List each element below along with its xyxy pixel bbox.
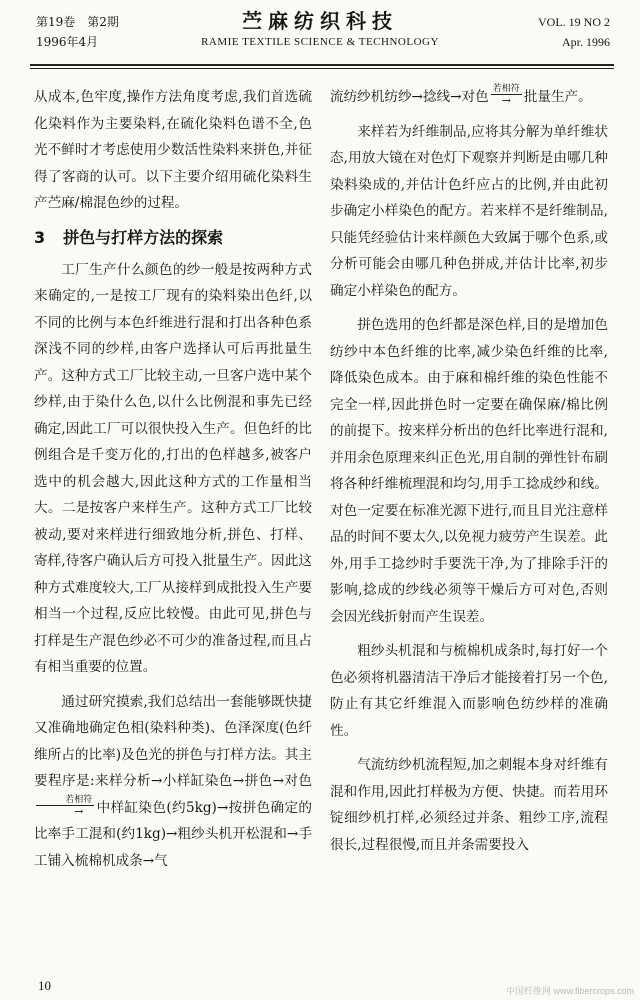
procedure-continued-end: 批量生产。 (523, 89, 592, 105)
arrow-right-icon: → (74, 804, 84, 818)
paragraph-rotor-spinning: 气流纺纱机流程短,加之刺辊本身对纤维有混和作用,因此打样极为方便、快捷。而若用环锭细纱机打样,必须经过并条、粗纱工序,流程很长,过程很慢,而且并条需要投入 (330, 757, 608, 853)
conditional-arrow (36, 795, 94, 818)
arrow-label-2: 若相符 (492, 84, 520, 94)
paragraph-color-matching: 拼色选用的色纤都是深色样,目的是增加色纺纱中本色纤维的比率,减少染色纤维的比率,降低染色成本。由于麻和棉纤维的染色性能不完全一样,因此拼色时一定要在确保麻/棉比例的前提下。按来样分析出的色纤比率进行混和,并用余色原理来纠正色光,用自制的弹性针布刷将各种纤维梳理混和均匀,用手工捻成纱和线。对色一定要在标准光源下进行,而且目光注意样品的时间不要太久,以免视力疲劳产生误差。此外,用手工捻纱时手要洗干净,为了排除手汗的影响,捻成的纱线必须等干燥后方可对色,否则会因光线折射而产生误差。 (330, 317, 608, 625)
page-number: 10 (38, 978, 51, 993)
journal-title-en: RAMIE TEXTILE SCIENCE & TECHNOLOGY (201, 36, 439, 48)
page-header (0, 0, 640, 66)
section-heading (34, 221, 312, 255)
site-watermark: 中国纤维网 www.fibercrops.com (505, 986, 634, 996)
header-rule-thin (30, 68, 614, 69)
paragraph-procedure (34, 689, 312, 875)
issue-info (36, 12, 119, 52)
volume-issue-en: VOL. 19 NO 2 (538, 15, 610, 29)
journal-title (170, 8, 470, 50)
publication-date-cn: 1996年4月 (36, 35, 99, 49)
right-column (330, 84, 608, 858)
section-title: 拼色与打样方法的探索 (63, 227, 224, 247)
arrow-right-icon: → (501, 94, 511, 107)
conditional-arrow-2 (491, 84, 522, 107)
paragraph-procedure-continued (330, 84, 608, 111)
paragraph-sample-analysis: 来样若为纤维制品,应将其分解为单纤维状态,用放大镜在对色灯下观察并判断是由哪几种染料染成的,并估计色纤应占的比例,并由此初步确定小样染色的配方。若来样不是纤维制品,只能凭经验估计来样颜色大致属于哪个色系,或分析可能会由哪几种色拼成,并估计比率,初步确定小样染色的配方。 (330, 123, 608, 299)
section-number: 3 (34, 227, 46, 247)
paragraph-dye-choice: 从成本,色牢度,操作方法角度考虑,我们首选硫化染料作为主要染料,在硫化染料色谱不全,色光不鲜时才考虑使用少数活性染料来拼色,并征得了客商的认可。以下主要介绍用硫化染料生产苎麻/棉混色纱的过程。 (34, 89, 312, 211)
procedure-text-start: 通过研究摸索,我们总结出一套能够既快捷又准确地确定色相(染料种类)、色泽深度(色纤维所占的比率)及色光的拼色与打样方法。其主要程序是:来样分析→小样缸染色→拼色→对色 (34, 693, 312, 789)
procedure-continued-start: 流纺纱机纺纱→捻线→对色 (330, 89, 489, 105)
arrow-label: 若相符 (36, 795, 94, 806)
left-column (34, 84, 312, 874)
volume-issue: 第19卷 第2期 (36, 15, 119, 29)
procedure-text-end: 中样缸染色(约5kg)→按拼色确定的比率手工混和(约1kg)→粗纱头机开松混和→手工铺入梳棉机成条→气 (34, 799, 312, 869)
paragraph-machine-cleaning: 粗纱头机混和与梳棉机成条时,每打好一个色必须将机器清洁干净后才能接着打另一个色,防止有其它纤维混入而影响色纺纱样的准确性。 (330, 643, 608, 739)
publication-date-en: Apr. 1996 (562, 35, 610, 49)
journal-title-cn: 苎麻纺织科技 (242, 9, 398, 33)
paragraph-production-modes: 工厂生产什么颜色的纱一般是按两种方式来确定的,一是按工厂现有的染料染出色纤,以不同的比例与本色纤维进行混和打出各种色系深浅不同的纱样,由客户选择认可后再批量生产。这种方式工厂比较主动,一旦客户选中某个纱样,由于染什么色,以什么比例混和事先已经确定,因此工厂可以很快投入生产。但色纤的比例组合是千变万化的,打出的色样越多,被客户选中的机会越大,因此这种方式的工作量相当大。二是按客户来样生产。这种方式工厂比较被动,要对来样进行细致地分析,拼色、打样、寄样,待客户确认后方可投入批量生产。因此这种方式难度较大,工厂从接样到成批投入生产要相当一个过程,反应比较慢。由此可见,拼色与打样是生产混色纱必不可少的准备过程,而且占有相当重要的位置。 (34, 261, 312, 675)
issue-info-en (538, 12, 610, 52)
header-rule (30, 64, 614, 66)
